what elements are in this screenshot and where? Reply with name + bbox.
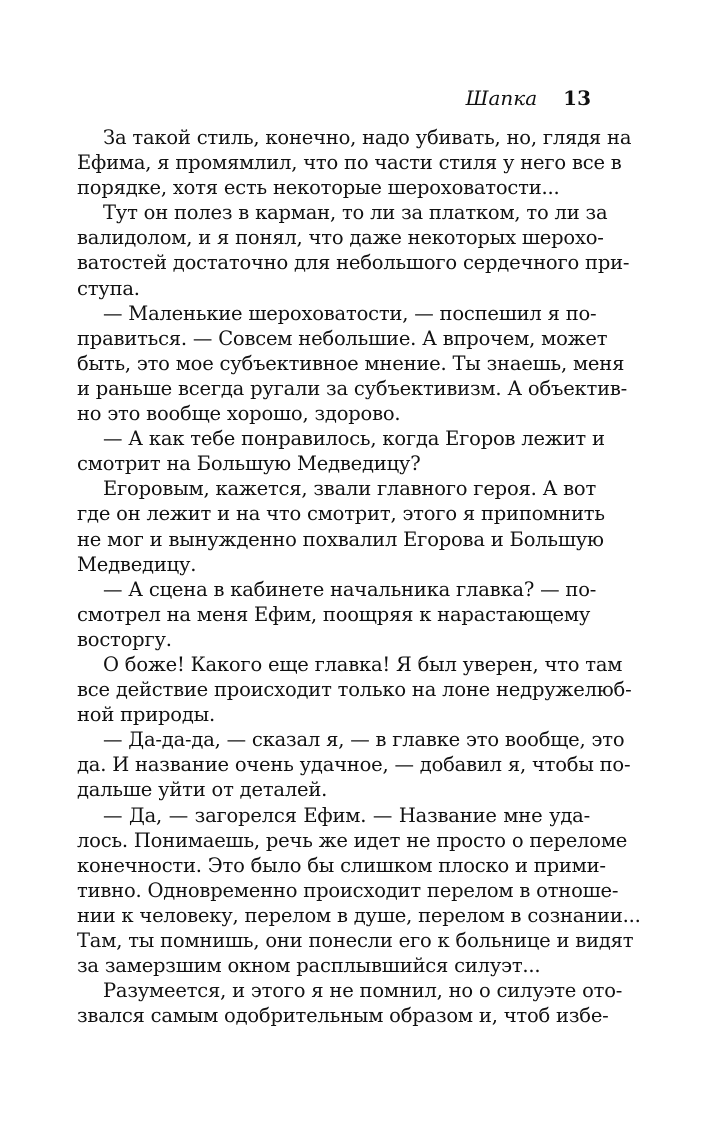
- running-title: Шапка: [465, 86, 538, 110]
- text-line: быть, это мое субъективное мнение. Ты знаешь, меня: [77, 351, 625, 375]
- text-line: где он лежит и на что смотрит, этого я припомнить: [77, 502, 605, 526]
- text-line: правиться. — Совсем небольшие. А впрочем, может: [77, 326, 608, 350]
- text-line: — Да-да-да, — сказал я, — в главке это вообще, это: [103, 728, 625, 752]
- text-line: нии к человеку, перелом в душе, перелом в сознании...: [77, 903, 641, 927]
- text-line: смотрел на меня Ефим, поощряя к нарастающему: [77, 602, 591, 626]
- body-text: [77, 125, 641, 1028]
- text-line: тивно. Одновременно происходит перелом в отноше-: [77, 878, 619, 902]
- text-line: — Да, — загорелся Ефим. — Название мне уда-: [103, 803, 590, 827]
- text-line: восторгу.: [77, 627, 172, 651]
- text-line: За такой стиль, конечно, надо убивать, но, глядя на: [103, 126, 632, 149]
- text-line: не мог и вынужденно похвалил Егорова и Большую: [77, 527, 604, 551]
- text-line: О боже! Какого еще главка! Я был уверен, что там: [103, 652, 623, 676]
- text-line: смотрит на Большую Медведицу?: [77, 452, 421, 476]
- text-line: и раньше всегда ругали за субъективизм. А объектив-: [77, 376, 628, 400]
- text-line: Ефима, я промямлил, что по части стиля у него все в: [77, 151, 622, 175]
- text-line: звался самым одобрительным образом и, чтоб избе-: [77, 1004, 609, 1028]
- text-line: порядке, хотя есть некоторые шероховатости...: [77, 176, 560, 200]
- text-line: ступа.: [77, 276, 140, 300]
- text-line: — Маленькие шероховатости, — поспешил я по-: [103, 301, 597, 325]
- text-line: да. И название очень удачное, — добавил я, чтобы по-: [77, 753, 631, 777]
- text-line: дальше уйти от деталей.: [77, 778, 328, 802]
- page-number: 13: [563, 86, 591, 110]
- text-line: лось. Понимаешь, речь же идет не просто о переломе: [77, 828, 628, 852]
- running-head: [466, 86, 591, 110]
- text-line: — А сцена в кабинете начальника главка? — по-: [103, 577, 597, 601]
- text-line: конечности. Это было бы слишком плоско и прими-: [77, 853, 606, 877]
- text-line: все действие происходит только на лоне недружелюб-: [77, 678, 632, 702]
- text-line: — А как тебе понравилось, когда Егоров лежит и: [103, 427, 605, 451]
- text-line: валидолом, и я понял, что даже некоторых шерохо-: [77, 226, 604, 250]
- text-line: за замерзшим окном расплывшийся силуэт...: [77, 954, 541, 978]
- text-line: Там, ты помнишь, они понесли его к больнице и видят: [77, 929, 634, 952]
- text-line: но это вообще хорошо, здорово.: [77, 402, 401, 426]
- text-line: ватостей достаточно для небольшого сердечного при-: [77, 251, 630, 275]
- text-line: Медведицу.: [77, 552, 197, 576]
- text-line: Разумеется, и этого я не помнил, но о силуэте ото-: [103, 979, 623, 1003]
- text-line: Егоровым, кажется, звали главного героя. А вот: [103, 477, 597, 501]
- text-line: ной природы.: [77, 703, 215, 727]
- text-line: Тут он полез в карман, то ли за платком, то ли за: [103, 201, 608, 225]
